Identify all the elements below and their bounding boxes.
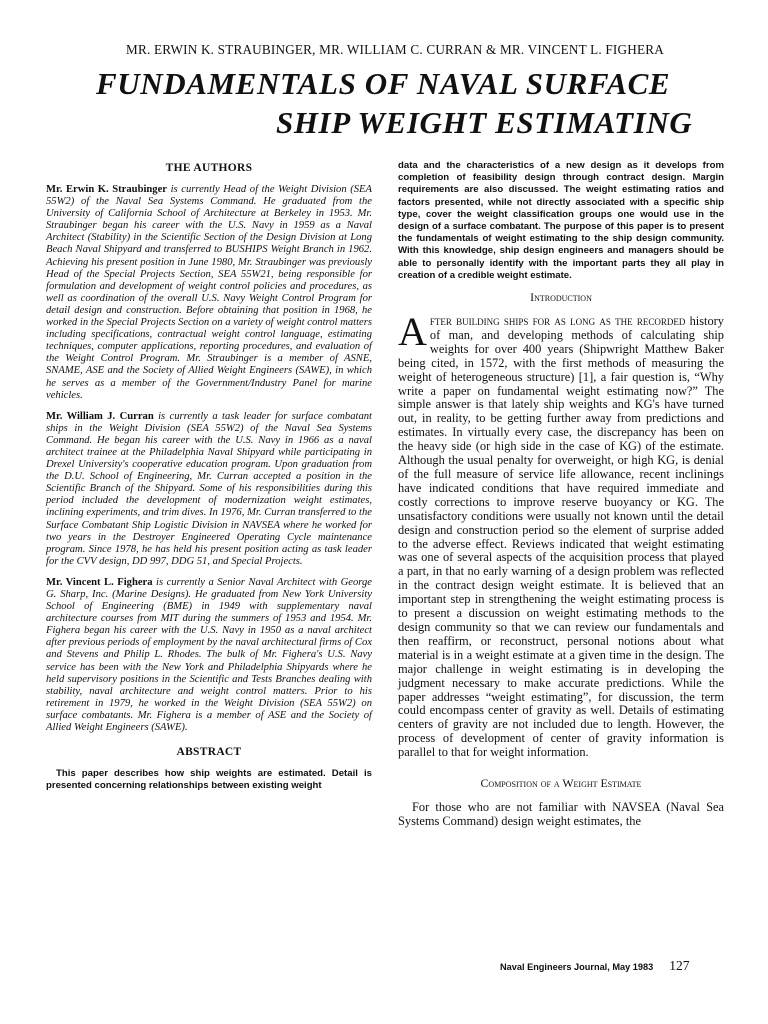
drop-cap: A — [398, 309, 427, 355]
author-names: MR. ERWIN K. STRAUBINGER, MR. WILLIAM C. CURRAN & MR. VINCENT L. FIGHERA — [126, 42, 664, 57]
author-bio-curran — [46, 411, 372, 568]
composition-paragraph: For those who are not familiar with NAVSEA (Naval Sea Systems Command) design weight estimates, the — [398, 800, 724, 828]
left-column — [46, 160, 372, 793]
author-bio-text: is currently a Senior Naval Architect with George G. Sharp, Inc. (Marine Designs). He graduated from New York University School of Engineering (BME) in 1949 with supplementary naval architecture courses from MIT during the summers of 1953 and 1954. Mr. Fighera began his career with the U.S. Navy in 1950 as a naval architect after previous periods of employment by the naval architectural firms of Cox and Stevens and Philip L. Rhodes. The bulk of Mr. Fighera's U.S. Navy service has been with the New York and Philadelphia Shipyards where he held supervisory positions in the Scientific and Tests Branches dealing with stability, naval architecture and weight control matters. Prior to his retirement in 1979, he worked in the Weight Division (SEA 55W2) on surface combatants. Mr. Fighera is a member of ASE and the Society of Allied Weight Engineers (SAWE). — [46, 576, 372, 734]
abstract-text-continued: data and the characteristics of a new design as it develops from completion of feasibility design through contract design. Margin requirements are also discussed. The weight estimating ratios and factors presented, while not directly associated with a specific ship type, cover the weight classification groups one would use in the design of a surface combatant. The purpose of this paper is to present the fundamentals of weight estimating to the ship design community. With this knowledge, ship design engineers and managers should be able to personally identify with the important parts they all play in creation of a credible weight estimate. — [398, 160, 724, 281]
authors-heading: THE AUTHORS — [165, 162, 253, 174]
author-bio-straubinger — [46, 184, 372, 402]
abstract-heading: ABSTRACT — [176, 746, 242, 759]
author-bio-fighera — [46, 577, 372, 734]
introduction-lead: fter building ships for as long as the recorded — [429, 314, 686, 329]
author-name: Mr. Erwin K. Straubinger — [46, 184, 168, 195]
paper-title-line-2: SHIP WEIGHT ESTIMATING — [276, 105, 693, 140]
page-number: 127 — [669, 958, 690, 973]
composition-heading: Composition of a Weight Estimate — [480, 776, 642, 791]
author-name: Mr. William J. Curran — [46, 410, 154, 422]
abstract-text-start: This paper describes how ship weights are estimated. Detail is presented concerning relationships between existing weight — [46, 768, 372, 792]
introduction-text: history of man, and developing methods of calculating ship weights for over 400 years (Shipwright Matthew Baker being cited, in 1572, with the first methods of measuring the weight of heterogeneous structure) [1], a fair question is, “Why write a paper on fundamental weight estimating now?” The simple answer is that lately ship weights and KG's have turned out, in reality, to be getting further away from predictions and estimates. In virtually every case, the discrepancy has been on the heavy side (or high side in the case of KG) of the estimate. Although the usual penalty for overweight, or high KG, is denial of the full measure of service life allowance, recent inclinings have indicated conditions that have required immediate and costly corrections to improve reserve buoyancy or KG. The unsatisfactory conditions were usually not known until the detail design and construction period so the element of surprise added to the adverse effect. Reviews indicated that weight estimating was one of several aspects of the acquisition process that played a part, in that no early warning of a design problem was reflected in the contract design weight estimate. It is believed that an important step in strengthening the weight estimating process is to present a discussion on weight estimating methods to the design community so that we can review our fundamentals and then reaffirm, or reconstruct, personal notions about what material is in a weight estimate at a given time in the design. The major challenge in weight estimating is in developing the judgment necessary to make accurate predictions. While the paper addresses “weight estimating”, for discussion, the term could encompass center of gravity as well. Details of estimating centers of gravity are not included due to length. However, the process of development of center of gravity information is parallel to that for weight information. — [398, 314, 724, 760]
journal-citation: Naval Engineers Journal, May 1983 — [500, 962, 654, 972]
paper-title-line-1: FUNDAMENTALS OF NAVAL SURFACE — [96, 66, 671, 101]
author-bio-text: is currently a task leader for surface combatant ships in the Weight Division (SEA 55W2) of the Naval Sea Systems Command. He began his career with the U.S. Navy in 1966 as a naval architect trainee at the Philadelphia Naval Shipyard while participating in Drexel University's cooperative education program. Upon graduation from the D.U. School of Engineering, Mr. Curran accepted a position in the Scientific Branch of the Shipyard. Some of his responsibilities during this period included the development of modernization weight estimates, inclining experiments, and trim dives. In 1976, Mr. Curran transferred to the Surface Combatant Ship Logistic Division in NAVSEA where he worked for two years in the Destroyer Engineered Operating Cycle maintenance program. Since 1978, he has held his present position acting as task leader for the CVV design, DD 997, DDG 51, and Special Projects. — [46, 410, 372, 567]
introduction-paragraph — [398, 309, 724, 760]
author-name: Mr. Vincent L. Fighera — [46, 576, 153, 588]
page-footer — [500, 957, 728, 975]
author-bio-text: is currently Head of the Weight Division (SEA 55W2) of the Naval Sea Systems Command. He graduated from the University of California School of Architecture at Berkeley in 1953. Mr. Straubinger began his career with the U.S. Navy in 1959 as a Naval Architect (Stability) in the Scientific Section of the Design Division at Long Beach Naval Shipyard and transferred to BUSHIPS Weight Branch in 1962. Achieving his present position in June 1980, Mr. Straubinger was previously Head of the Special Projects Section, SEA 55W21, being responsible for formulation and development of weight control policies and procedures, as well as coordination of the overall U.S. Navy Weight Control Program for detail design and construction. Before obtaining that position in 1968, he worked in the Special Projects Section on a variety of weight control matters including specifications, contractual weight control language, estimating techniques, computer applications, reporting procedures, and evaluation of the Weight Control Program. Mr. Straubinger is a member of ASNE, SNAME, ASE and the Society of Allied Weight Engineers (SAWE), in which he serves as a member of the Government/Industry Panel for marine vehicles. — [46, 184, 373, 401]
right-column — [398, 160, 724, 839]
introduction-heading: Introduction — [530, 290, 592, 305]
